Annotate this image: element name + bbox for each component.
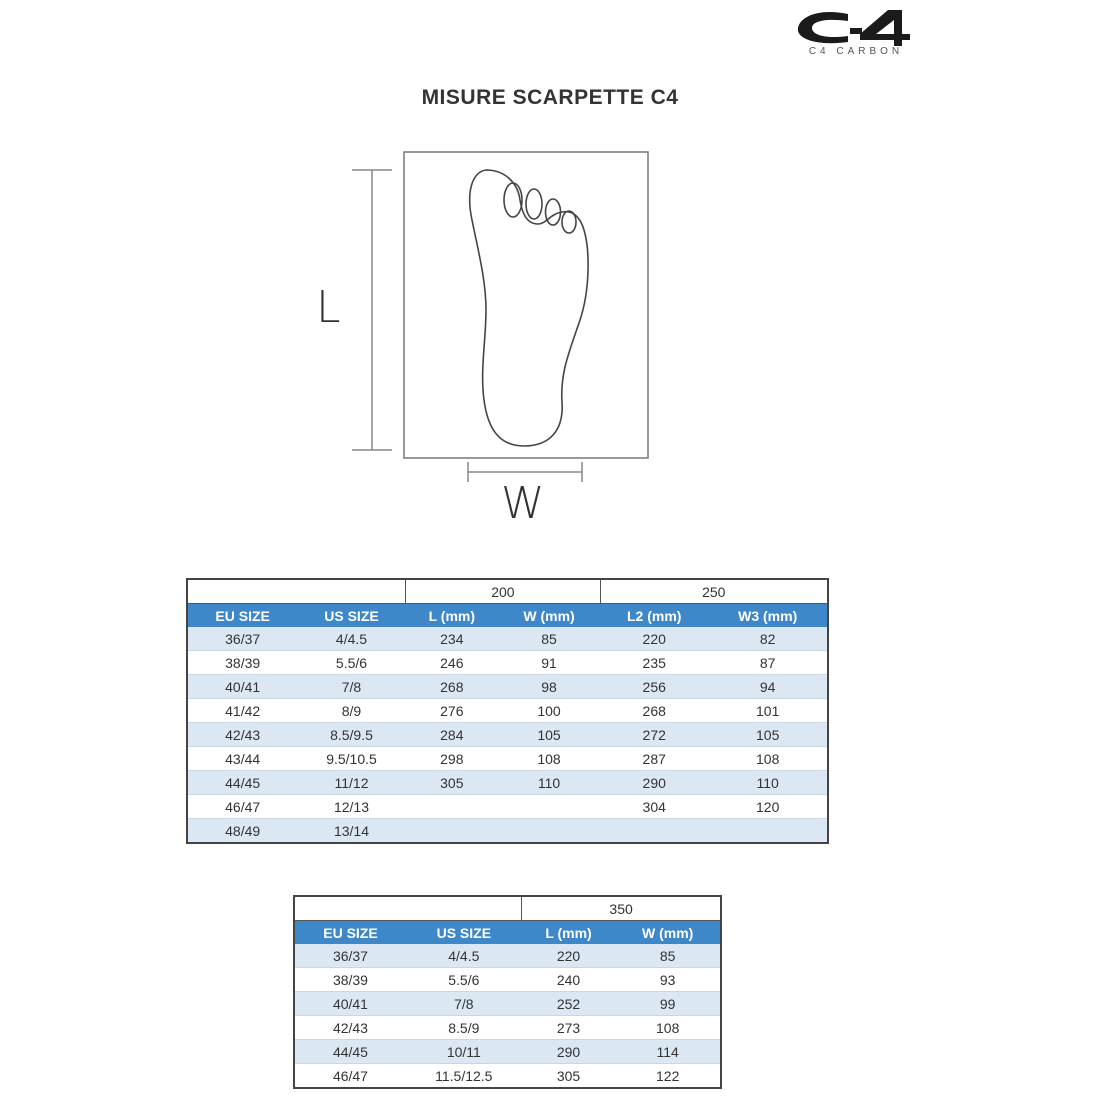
cell: 108	[498, 747, 600, 771]
cell: 5.5/6	[297, 651, 405, 675]
cell: 305	[522, 1064, 616, 1089]
cell: 8.5/9.5	[297, 723, 405, 747]
cell: 36/37	[187, 627, 297, 651]
width-label: W	[501, 478, 545, 529]
cell: 11/12	[297, 771, 405, 795]
cell: 36/37	[294, 944, 406, 968]
table-row	[187, 723, 828, 747]
col-us-size: US SIZE	[406, 921, 522, 945]
table-group-row	[187, 579, 828, 604]
group-200: 200	[406, 579, 600, 604]
cell: 256	[600, 675, 708, 699]
cell: 99	[615, 992, 721, 1016]
table-row	[294, 1016, 721, 1040]
cell: 290	[600, 771, 708, 795]
cell: 11.5/12.5	[406, 1064, 522, 1089]
cell: 122	[615, 1064, 721, 1089]
col-length: L (mm)	[406, 604, 498, 628]
cell: 220	[600, 627, 708, 651]
cell	[498, 795, 600, 819]
cell: 240	[522, 968, 616, 992]
cell: 4/4.5	[297, 627, 405, 651]
col-width: W (mm)	[498, 604, 600, 628]
cell: 235	[600, 651, 708, 675]
cell: 43/44	[187, 747, 297, 771]
foot-diagram	[300, 140, 700, 540]
table-row	[294, 992, 721, 1016]
table-row	[187, 747, 828, 771]
cell: 38/39	[187, 651, 297, 675]
foot-outline	[470, 170, 588, 446]
cell: 234	[406, 627, 498, 651]
cell: 5.5/6	[406, 968, 522, 992]
cell: 10/11	[406, 1040, 522, 1064]
cell: 305	[406, 771, 498, 795]
table-row	[187, 699, 828, 723]
table-header-row	[294, 921, 721, 945]
col-width: W (mm)	[615, 921, 721, 945]
c4-logo-mark	[798, 10, 910, 46]
group-250: 250	[600, 579, 828, 604]
group-empty	[187, 579, 406, 604]
table-row	[187, 675, 828, 699]
table-row	[294, 968, 721, 992]
cell: 42/43	[294, 1016, 406, 1040]
cell: 94	[708, 675, 828, 699]
col-length-2: L2 (mm)	[600, 604, 708, 628]
cell: 8.5/9	[406, 1016, 522, 1040]
size-table-200-250	[186, 578, 829, 844]
cell: 46/47	[187, 795, 297, 819]
cell: 85	[498, 627, 600, 651]
cell: 105	[708, 723, 828, 747]
cell: 273	[522, 1016, 616, 1040]
col-eu-size: EU SIZE	[294, 921, 406, 945]
cell: 284	[406, 723, 498, 747]
cell: 304	[600, 795, 708, 819]
table-row	[187, 795, 828, 819]
table-row	[294, 1040, 721, 1064]
length-label: L	[316, 282, 341, 333]
cell: 246	[406, 651, 498, 675]
cell: 98	[498, 675, 600, 699]
table-row	[187, 627, 828, 651]
cell	[406, 795, 498, 819]
cell: 40/41	[294, 992, 406, 1016]
size-table-350	[293, 895, 722, 1089]
cell: 91	[498, 651, 600, 675]
cell: 8/9	[297, 699, 405, 723]
cell: 41/42	[187, 699, 297, 723]
cell: 290	[522, 1040, 616, 1064]
col-us-size: US SIZE	[297, 604, 405, 628]
cell: 87	[708, 651, 828, 675]
cell: 7/8	[406, 992, 522, 1016]
cell: 105	[498, 723, 600, 747]
table-row	[294, 944, 721, 968]
cell: 44/45	[187, 771, 297, 795]
table-body	[294, 944, 721, 1088]
cell	[406, 819, 498, 844]
cell: 110	[708, 771, 828, 795]
brand-logo	[790, 4, 920, 74]
cell: 268	[600, 699, 708, 723]
cell: 272	[600, 723, 708, 747]
col-width-3: W3 (mm)	[708, 604, 828, 628]
cell	[498, 819, 600, 844]
cell: 82	[708, 627, 828, 651]
col-eu-size: EU SIZE	[187, 604, 297, 628]
cell: 93	[615, 968, 721, 992]
cell: 252	[522, 992, 616, 1016]
brand-logo-text: C4 CARBON	[808, 46, 904, 57]
cell: 40/41	[187, 675, 297, 699]
cell: 85	[615, 944, 721, 968]
cell	[600, 819, 708, 844]
cell: 38/39	[294, 968, 406, 992]
table-header-row	[187, 604, 828, 628]
cell: 108	[615, 1016, 721, 1040]
cell: 108	[708, 747, 828, 771]
cell: 4/4.5	[406, 944, 522, 968]
table-row	[187, 651, 828, 675]
group-empty	[294, 896, 522, 921]
cell: 44/45	[294, 1040, 406, 1064]
cell: 110	[498, 771, 600, 795]
col-length: L (mm)	[522, 921, 616, 945]
cell	[708, 819, 828, 844]
table-row	[294, 1064, 721, 1089]
cell: 46/47	[294, 1064, 406, 1089]
cell: 12/13	[297, 795, 405, 819]
cell: 101	[708, 699, 828, 723]
table-body	[187, 627, 828, 843]
cell: 114	[615, 1040, 721, 1064]
cell: 9.5/10.5	[297, 747, 405, 771]
table-row	[187, 771, 828, 795]
cell: 287	[600, 747, 708, 771]
cell: 42/43	[187, 723, 297, 747]
page-title: MISURE SCARPETTE C4	[421, 86, 679, 109]
cell: 220	[522, 944, 616, 968]
cell: 276	[406, 699, 498, 723]
cell: 13/14	[297, 819, 405, 844]
cell: 7/8	[297, 675, 405, 699]
cell: 100	[498, 699, 600, 723]
group-350: 350	[522, 896, 721, 921]
table-group-row	[294, 896, 721, 921]
cell: 120	[708, 795, 828, 819]
table-row	[187, 819, 828, 844]
cell: 48/49	[187, 819, 297, 844]
cell: 268	[406, 675, 498, 699]
cell: 298	[406, 747, 498, 771]
